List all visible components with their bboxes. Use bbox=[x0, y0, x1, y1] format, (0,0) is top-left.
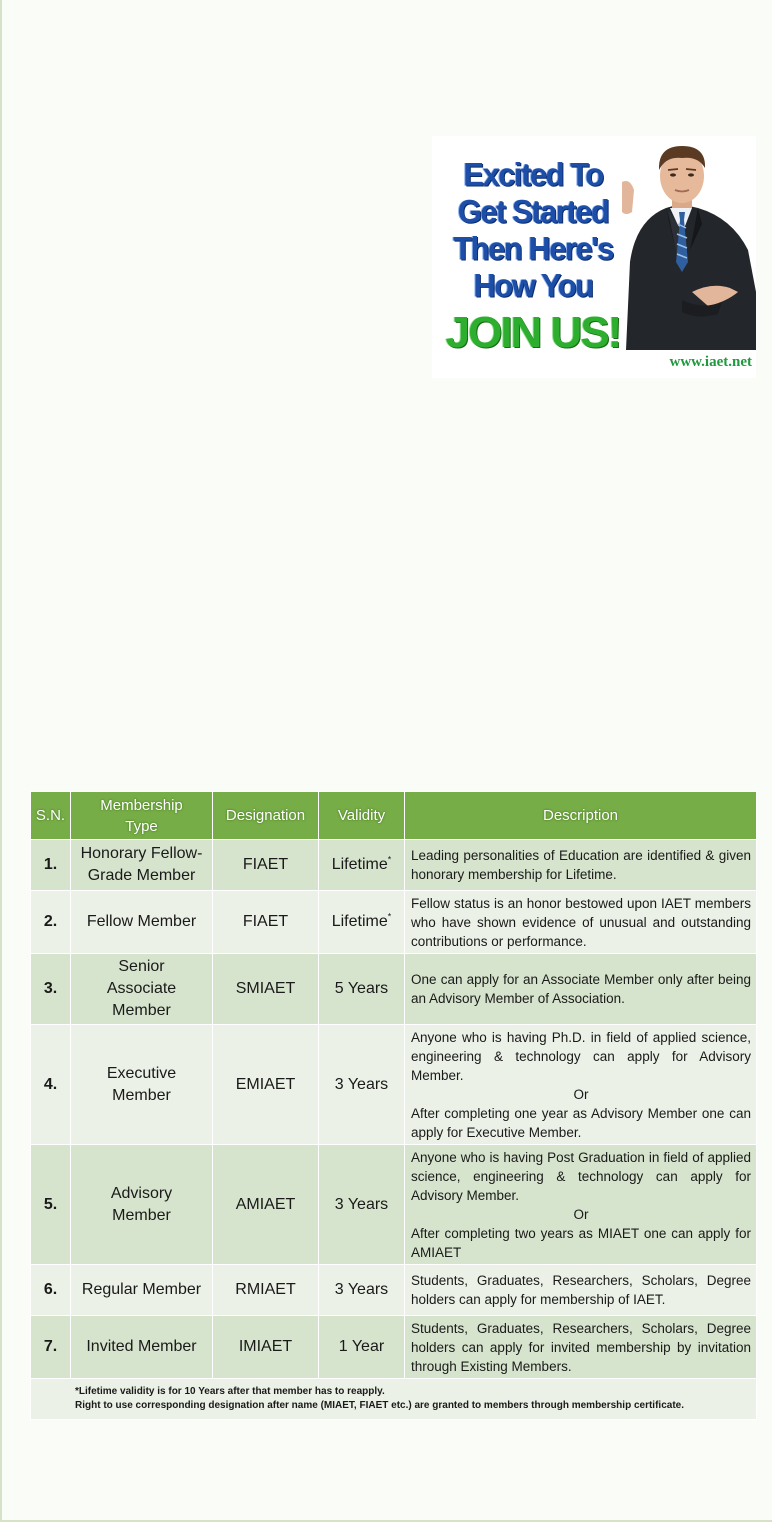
description bbox=[405, 1025, 757, 1145]
validity-value: Lifetime bbox=[331, 913, 388, 930]
validity: 3 Years bbox=[319, 1145, 405, 1265]
footnotes bbox=[31, 1379, 757, 1420]
membership-type: Senior Associate Member bbox=[71, 954, 213, 1025]
footnote-mark: * bbox=[387, 854, 392, 865]
description-or: Or bbox=[573, 1086, 589, 1102]
row-number: 6. bbox=[31, 1265, 71, 1316]
description-alternate: After completing two years as MIAET one can apply for AMIAET bbox=[411, 1225, 751, 1260]
header-description: Description bbox=[405, 792, 757, 840]
banner-line: Get Started bbox=[457, 193, 609, 230]
membership-type: Advisory Member bbox=[71, 1145, 213, 1265]
table-row bbox=[31, 891, 757, 954]
row-number: 7. bbox=[31, 1316, 71, 1379]
description-or: Or bbox=[573, 1206, 589, 1222]
footnote-designation: Right to use corresponding designation after name (MIAET, FIAET etc.) are granted to members through membership certificate. bbox=[75, 1400, 684, 1411]
banner-line: Then Here's bbox=[453, 230, 613, 267]
designation: SMIAET bbox=[213, 954, 319, 1025]
banner-line: Excited To bbox=[463, 156, 603, 193]
description-primary: Anyone who is having Ph.D. in field of applied science, engineering & technology can apply for Advisory Member. bbox=[411, 1029, 751, 1083]
join-us-banner[interactable] bbox=[432, 136, 756, 378]
validity-value: Lifetime bbox=[331, 856, 388, 873]
validity: 3 Years bbox=[319, 1265, 405, 1316]
footnote-row bbox=[31, 1379, 757, 1420]
validity bbox=[319, 891, 405, 954]
table-header-row bbox=[31, 792, 757, 840]
footnote-lifetime: *Lifetime validity is for 10 Years after that member has to reapply. bbox=[75, 1386, 385, 1397]
designation: RMIAET bbox=[213, 1265, 319, 1316]
banner-line: How You bbox=[473, 267, 593, 304]
description-primary: Anyone who is having Post Graduation in field of applied science, engineering & technology can apply for Advisory Member. bbox=[411, 1149, 751, 1203]
designation: FIAET bbox=[213, 840, 319, 891]
description: One can apply for an Associate Member only after being an Advisory Member of Association. bbox=[405, 954, 757, 1025]
validity bbox=[319, 840, 405, 891]
description bbox=[405, 1145, 757, 1265]
membership-type: Invited Member bbox=[71, 1316, 213, 1379]
table-row bbox=[31, 1265, 757, 1316]
header-membership-type: Membership Type bbox=[71, 792, 213, 840]
row-number: 3. bbox=[31, 954, 71, 1025]
header-sn: S.N. bbox=[31, 792, 71, 840]
description-alternate: After completing one year as Advisory Member one can apply for Executive Member. bbox=[411, 1105, 751, 1140]
banner-headline bbox=[440, 156, 626, 360]
description: Students, Graduates, Researchers, Scholars, Degree holders can apply for membership of IAET. bbox=[405, 1265, 757, 1316]
row-number: 1. bbox=[31, 840, 71, 891]
website-link[interactable]: www.iaet.net bbox=[669, 354, 752, 370]
row-number: 2. bbox=[31, 891, 71, 954]
validity: 1 Year bbox=[319, 1316, 405, 1379]
description: Students, Graduates, Researchers, Scholars, Degree holders can apply for invited membership by invitation through Existing Members. bbox=[405, 1316, 757, 1379]
header-designation: Designation bbox=[213, 792, 319, 840]
table-row bbox=[31, 1145, 757, 1265]
header-validity: Validity bbox=[319, 792, 405, 840]
designation: AMIAET bbox=[213, 1145, 319, 1265]
table-row bbox=[31, 954, 757, 1025]
description: Fellow status is an honor bestowed upon IAET members who have shown evidence of unusual and outstanding contributions or performance. bbox=[405, 891, 757, 954]
footnote-mark: * bbox=[387, 911, 392, 922]
designation: EMIAET bbox=[213, 1025, 319, 1145]
designation: IMIAET bbox=[213, 1316, 319, 1379]
validity: 5 Years bbox=[319, 954, 405, 1025]
membership-type: Fellow Member bbox=[71, 891, 213, 954]
businessman-illustration bbox=[622, 142, 756, 350]
table-row bbox=[31, 1316, 757, 1379]
membership-type: Executive Member bbox=[71, 1025, 213, 1145]
membership-type: Regular Member bbox=[71, 1265, 213, 1316]
validity: 3 Years bbox=[319, 1025, 405, 1145]
row-number: 4. bbox=[31, 1025, 71, 1145]
join-us-text: JOIN US! bbox=[445, 308, 621, 357]
membership-type: Honorary Fellow-Grade Member bbox=[71, 840, 213, 891]
row-number: 5. bbox=[31, 1145, 71, 1265]
table-row bbox=[31, 1025, 757, 1145]
designation: FIAET bbox=[213, 891, 319, 954]
membership-table bbox=[30, 791, 757, 1420]
table-row bbox=[31, 840, 757, 891]
description: Leading personalities of Education are identified & given honorary membership for Lifetime. bbox=[405, 840, 757, 891]
